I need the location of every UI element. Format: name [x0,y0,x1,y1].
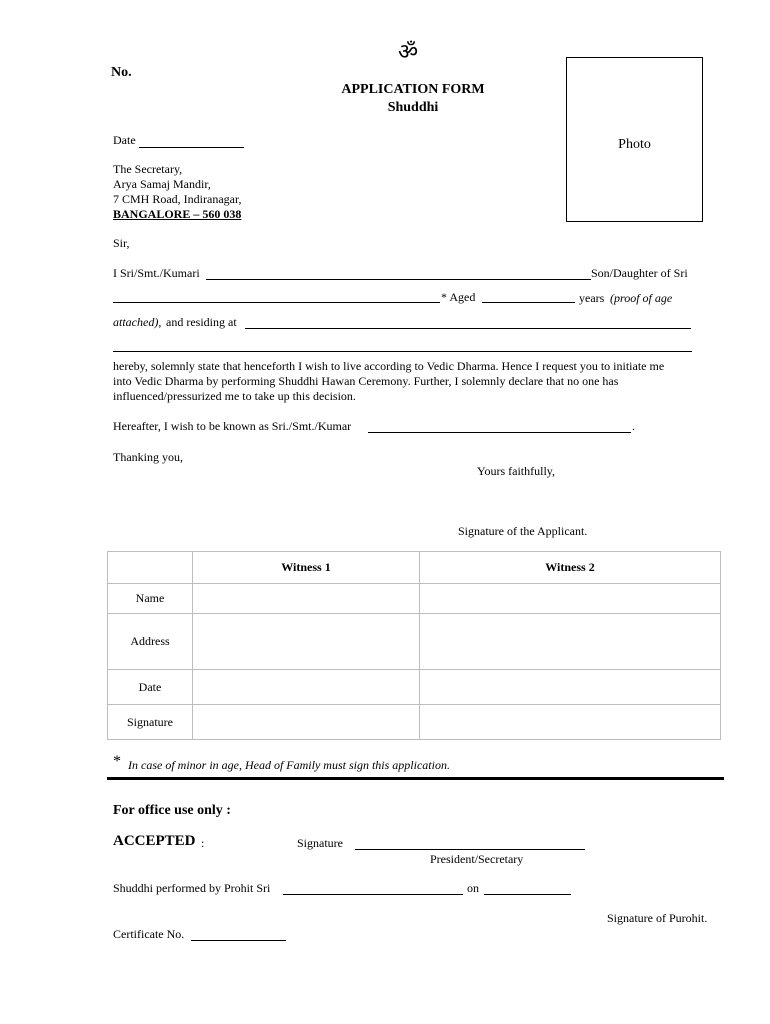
witness-table [107,551,721,740]
table-row [108,705,721,740]
president-secretary-label: President/Secretary [430,852,524,866]
address-line-3: 7 CMH Road, Indiranagar, [113,192,242,206]
applicant-name-field[interactable] [206,268,591,280]
table-row [108,614,721,670]
office-signature-field[interactable] [355,838,585,850]
declaration-line-2: into Vedic Dharma by performing Shuddhi Hawan Ceremony. Further, I solemnly declare that no one has [113,374,619,388]
prohit-name-field[interactable] [283,883,463,895]
declaration-line-3: influenced/pressurized me to take up this decision. [113,389,356,403]
on-label: on [467,881,479,895]
address-line-4: BANGALORE – 560 038 [113,207,242,221]
residence-field[interactable] [245,317,691,329]
new-name-field[interactable] [368,421,631,433]
minor-note: In case of minor in age, Head of Family must sign this application. [128,758,450,772]
witness-1-name-cell[interactable] [193,584,420,614]
form-number-label: No. [111,65,132,80]
date-label: Date [113,133,136,147]
shuddhi-date-field[interactable] [484,883,571,895]
certificate-label: Certificate No. [113,927,185,941]
prohit-label: Shuddhi performed by Prohit Sri [113,881,271,895]
purohit-signature-label: Signature of Purohit. [607,911,708,925]
salutation: Sir, [113,236,130,250]
photo-label: Photo [618,137,651,152]
witness-2-address-cell[interactable] [420,614,721,670]
residing-label: and residing at [166,315,237,329]
accepted-colon: : [201,836,205,850]
certificate-field[interactable] [191,929,286,941]
office-use-heading: For office use only : [113,803,231,818]
witness-1-signature-cell[interactable] [193,705,420,740]
declaration-line-1: hereby, solemnly state that henceforth I wish to live according to Vedic Dharma. Hence I request you to initiate me [113,359,665,373]
accepted-label: ACCEPTED [113,833,196,849]
row-label-signature: Signature [108,705,193,740]
witness-1-address-cell[interactable] [193,614,420,670]
proof-of-age-label: (proof of age [610,291,673,305]
witness-2-name-cell[interactable] [420,584,721,614]
years-label: years [579,291,605,305]
residence-field-2[interactable] [113,340,692,352]
photo-box[interactable] [566,57,703,222]
attached-label: attached), [113,315,162,329]
witness-2-header: Witness 2 [420,552,721,584]
age-field[interactable] [482,291,575,303]
om-symbol: ॐ [398,40,419,65]
witness-2-signature-cell[interactable] [420,705,721,740]
thanking-text: Thanking you, [113,450,183,464]
new-name-period: . [632,419,635,433]
witness-1-header: Witness 1 [193,552,420,584]
yours-faithfully: Yours faithfully, [477,464,556,478]
table-row [108,584,721,614]
section-divider [107,777,724,780]
form-subtitle: Shuddhi [387,100,439,115]
witness-header-row [108,552,721,584]
applicant-signature-label: Signature of the Applicant. [458,524,588,538]
witness-1-date-cell[interactable] [193,670,420,705]
table-row [108,670,721,705]
witness-2-date-cell[interactable] [420,670,721,705]
son-daughter-label: Son/Daughter of Sri [591,266,688,280]
note-star: * [113,753,121,770]
office-signature-label: Signature [297,836,343,850]
name-label: I Sri/Smt./Kumari [113,266,200,280]
address-line-2: Arya Samaj Mandir, [113,177,211,191]
date-field[interactable] [139,136,244,148]
address-line-1: The Secretary, [113,162,183,176]
form-title: APPLICATION FORM [341,82,485,97]
father-name-field[interactable] [113,291,440,303]
witness-header-blank [108,552,193,584]
new-name-label: Hereafter, I wish to be known as Sri./Smt./Kumar [113,419,352,433]
row-label-date: Date [108,670,193,705]
row-label-address: Address [108,614,193,670]
row-label-name: Name [108,584,193,614]
aged-label: * Aged [441,290,476,304]
